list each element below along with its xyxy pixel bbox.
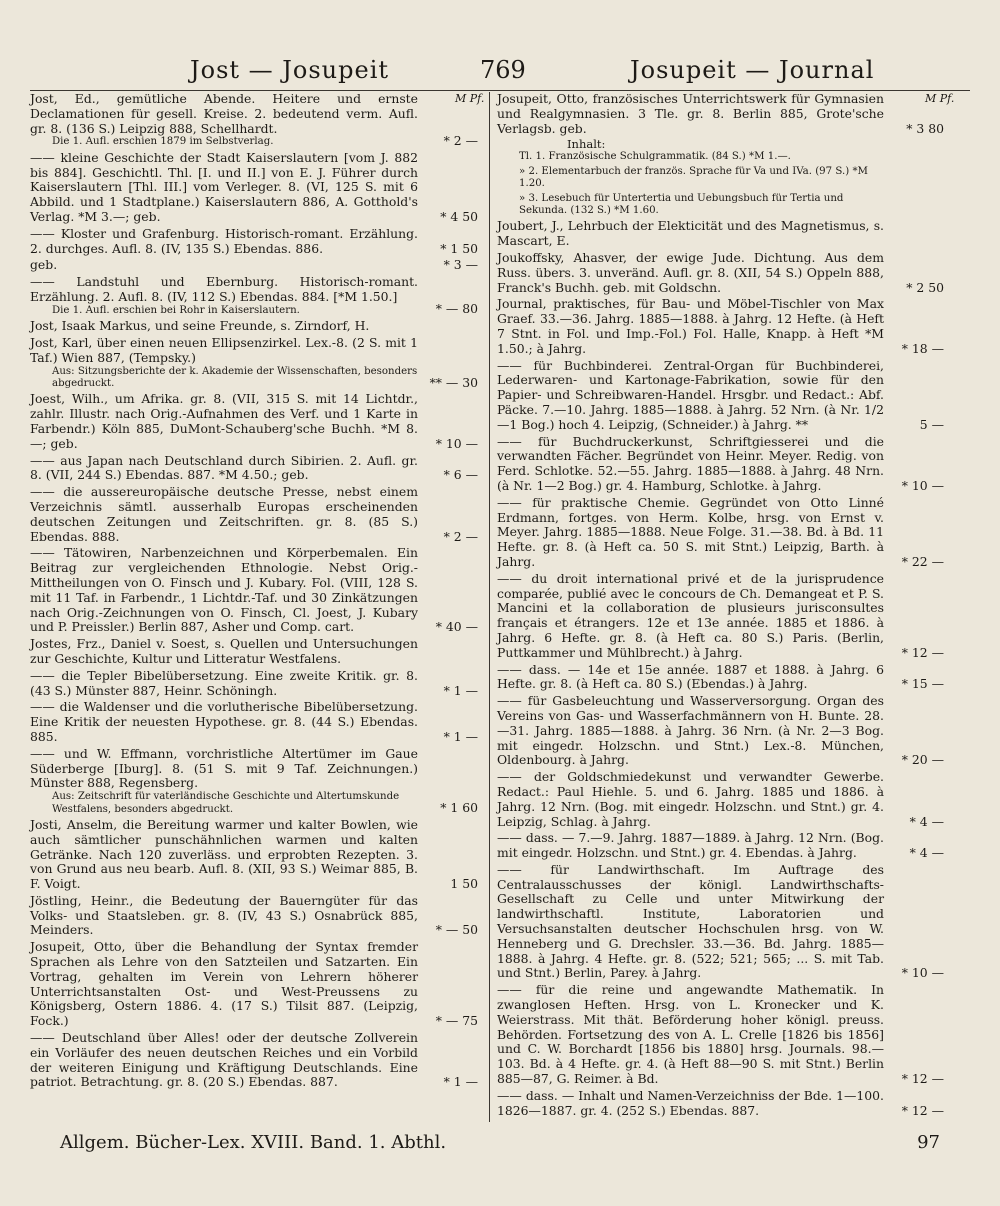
entry-text: Josupeit, Otto, französisches Unterrichtswerk für Gymnasien und Realgymnasien. 3 Tle. gr. 8. Berlin 885, Grote'sche Verlagsb. geb. — [497, 91, 884, 136]
entry-price: * 3 — — [443, 257, 478, 273]
entry-text: —— der Goldschmiedekunst und verwandter Gewerbe. Redact.: Paul Hiehle. 5. und 6. Jahrg. 1885 und 1886. à Jahrg. 12 Nrn. (Bog. mit eingedr. Holzschn. und Stnt.) gr. 4. Leipzig, Schlag. à Jahrg. — [497, 769, 884, 829]
footer-signature: Allgem. Bücher-Lex. XVIII. Band. 1. Abthl. — [60, 1132, 447, 1153]
catalog-entry — [30, 669, 478, 699]
entry-price: * 12 — — [901, 1102, 944, 1118]
catalog-entry — [30, 275, 478, 317]
entry-price: * 1 — — [443, 728, 478, 744]
entry-note: Die 1. Aufl. erschien bei Rohr in Kaiserslautern. — [52, 304, 300, 316]
entry-price: * 12 — — [901, 644, 944, 660]
entry-text: —— du droit international privé et de la jurisprudence comparée, publié avec le concours de Ch. Demangeat et P. S. Mancini et la collaboration de plusieurs jurisconsultes français et étrangers. 12e et 13e année. 1885 et 1886. à Jahrg. 6 Hefte. gr. 8. (à Heft ca. 80 S.) Paris. (Berlin, Puttkammer und Mühlbrecht.) à Jahrg. — [497, 570, 884, 660]
entry-price: * 1 60 — [440, 800, 478, 816]
catalog-entry — [30, 92, 478, 149]
entry-text: —— kleine Geschichte der Stadt Kaiserslautern [vom J. 882 bis 884]. Geschichtl. Thl. [I. und II.] von E. J. Führer durch Kaiserslautern [Thl. III.] vom Verleger. 8. (VI, 125 S. mit 6 Abbild. und 1 Stadtplane.) Kaiserslautern 886, A. Gotthold's Verlag. *M 3.—; geb. — [30, 149, 418, 224]
entry-price: * 10 — — [435, 435, 478, 451]
entry-text: Jost, Isaak Markus, und seine Freunde, s. Zirndorf, H. — [30, 318, 370, 334]
catalog-entry — [497, 663, 944, 693]
entry-price: * 2 — — [443, 133, 478, 148]
entry-price: * 22 — — [901, 553, 944, 569]
catalog-entry — [30, 151, 478, 225]
entry-text: —— Landstuhl und Ebernburg. Historisch-romant. Erzählung. 2. Aufl. 8. (IV, 112 S.) Ebendas. 884. [*M 1.50.] — [30, 274, 418, 304]
entry-text: —— für Buchdruckerkunst, Schriftgiesserei und die verwandten Fächer. Begründet von Heinr. Meyer. Redig. von Ferd. Schlotke. 52.—55. Jahrg. 1885—1888. à Jahrg. 48 Nrn. (à Nr. 1—2 Bog.) gr. 4. Hamburg, Schlotke. à Jahrg. — [497, 433, 884, 493]
entry-text: Josti, Anselm, die Bereitung warmer und kalter Bowlen, wie auch sämtlicher punschähnlichen warmen und kalten Getränke. Nach 120 zuverläss. und erprobten Rezepten. 3. von Grund aus neu bearb. Aufl. 8. (XII, 93 S.) Weimar 885, B. F. Voigt. — [30, 816, 418, 892]
entry-price: * 40 — — [435, 619, 478, 635]
contents-item: » 2. Elementarbuch der französ. Sprache für Va und IVa. (97 S.) *M 1.20. — [519, 165, 868, 190]
catalog-entry — [30, 546, 478, 635]
entry-price: * — 50 — [435, 922, 478, 938]
entry-text: Jöstling, Heinr., die Bedeutung der Bauerngüter für das Volks- und Staatsleben. gr. 8. (IV, 43 S.) Osnabrück 885, Meinders. — [30, 892, 418, 938]
catalog-entry — [497, 151, 944, 163]
contents-title: Inhalt: — [567, 137, 606, 152]
entry-price: * 10 — — [901, 965, 944, 981]
entry-price: * 1 50 — [440, 240, 478, 256]
entry-price: * 2 50 — [906, 279, 944, 295]
contents-item: Tl. 1. Französische Schulgrammatik. (84 S.) *M 1.—. — [519, 151, 791, 163]
entry-text: Joest, Wilh., um Afrika. gr. 8. (VII, 315 S. mit 14 Lichtdr., zahlr. Illustr. nach Orig.-Aufnahmen des Verf. und 1 Karte in Farbendr.) Köln 885, DuMont-Schauberg'sche Buchh. *M 8.—; geb. — [30, 391, 418, 451]
entry-price: 1 50 — [450, 876, 478, 892]
entry-price: * 3 80 — [906, 120, 944, 136]
entry-price: * 4 — — [909, 813, 944, 829]
catalog-entry — [30, 700, 478, 744]
entry-note: Aus: Zeitschrift für vaterländische Geschichte und Altertumskunde Westfalens, besonders abgedruckt. — [52, 791, 400, 815]
catalog-entry — [30, 637, 478, 667]
entry-text: geb. — [30, 257, 58, 273]
catalog-entry — [30, 392, 478, 451]
entry-price: 5 — — [919, 416, 944, 432]
catalog-entry — [30, 485, 478, 544]
entry-note: Die 1. Aufl. erschien 1879 im Selbstverlag. — [52, 136, 274, 148]
catalog-entry — [30, 1031, 478, 1090]
column-divider — [489, 92, 490, 1122]
entry-text: —— die Tepler Bibelübersetzung. Eine zweite Kritik. gr. 8. (43 S.) Münster 887, Heinr. Schöningh. — [30, 667, 418, 698]
entry-text: —— und W. Effmann, vorchristliche Altertümer im Gaue Süderberge [Iburg]. 8. (51 S. mit 9 Taf. Zeichnungen.) Münster 888, Regensberg. — [30, 745, 418, 791]
catalog-entry — [497, 831, 944, 861]
entry-price: * 6 — — [443, 467, 478, 483]
catalog-entry — [497, 251, 944, 295]
entry-price: * 1 — — [443, 682, 478, 698]
catalog-entry — [497, 496, 944, 570]
catalog-entry — [497, 694, 944, 768]
catalog-entry — [497, 359, 944, 433]
catalog-entry — [497, 193, 944, 218]
entry-text: —— Kloster und Grafenburg. Historisch-romant. Erzählung. 2. durchges. Aufl. 8. (IV, 135 S.) Ebendas. 886. — [30, 225, 418, 256]
entry-text: —— Deutschland über Alles! oder der deutsche Zollverein ein Vorläufer des neuen deutschen Reiches und ein Vorbild der weiteren Einigung und Kräftigung Deutschlands. Eine patriot. Betrachtung. gr. 8. (20 S.) Ebendas. 887. — [30, 1030, 418, 1090]
page-footer — [30, 1128, 970, 1156]
catalog-entry — [497, 435, 944, 494]
entry-price: * 4 — — [909, 845, 944, 861]
entry-text: —— aus Japan nach Deutschland durch Sibirien. 2. Aufl. gr. 8. (VII, 244 S.) Ebendas. 887. *M 4.50.; geb. — [30, 452, 418, 483]
entry-text: Josupeit, Otto, über die Behandlung der Syntax fremder Sprachen als Lehre von den Satzteilen und Satzarten. Ein Vortrag, gehalten im Verein von Lehrern höherer Unterrichtsanstalten Ost- und West-Preussens zu Königsberg, Ostern 1886. 4. (17 S.) Tilsit 887. (Leipzig, Fock.) — [30, 939, 418, 1029]
catalog-entry — [497, 983, 944, 1087]
catalog-entry — [30, 454, 478, 484]
catalog-entry — [497, 1089, 944, 1119]
catalog-entry — [497, 297, 944, 356]
entry-text: —— Tätowiren, Narbenzeichnen und Körperbemalen. Ein Beitrag zur vergleichenden Ethnologie. Nebst Orig.-Mittheilungen von O. Finsch und J. Kubary. Fol. (VIII, 128 S. mit 11 Taf. in Farbendr., 1 Lichtdr.-Taf. und 30 Zinkätzungen nach Orig.-Zeichnungen von O. Finsch, Cl. Joest, J. Kubary und P. Preissler.) Berlin 887, Asher und Comp. cart. — [30, 545, 418, 635]
page-header — [30, 50, 970, 91]
entry-text: —— dass. — Inhalt und Namen-Verzeichniss der Bde. 1—100. 1826—1887. gr. 4. (252 S.) Ebendas. 887. — [497, 1087, 884, 1118]
catalog-entry — [30, 258, 478, 273]
catalog-entry — [497, 572, 944, 661]
entry-text: Jost, Ed., gemütliche Abende. Heitere und ernste Declamationen für gesell. Kreise. 2. bedeutend verm. Aufl. gr. 8. (136 S.) Leipzig 888, Schellhardt. — [30, 91, 418, 136]
entry-price: * 20 — — [901, 752, 944, 768]
header-right-title: Josupeit — Journal — [630, 56, 875, 84]
entry-price: * — 75 — [435, 1013, 478, 1029]
page-number: 769 — [480, 56, 526, 84]
contents-item: » 3. Lesebuch für Untertertia und Uebungsbuch für Tertia und Sekunda. (132 S.) *M 1.60. — [519, 192, 844, 217]
currency-header-left: M Pf. — [455, 92, 485, 105]
left-column — [30, 92, 478, 1092]
entry-text: —— für Buchbinderei. Zentral-Organ für Buchbinderei, Lederwaren- und Kartonage-Fabrikation, sowie für den Papier- und Schreibwaren-Handel. Hrsgbr. und Redact.: Abf. Päcke. 7.—10. Jahrg. 1885—1888. à Jahrg. 52 Nrn. (à Nr. 1/2—1 Bog.) hoch 4. Leipzig, (Schneider.) à Jahrg. ** — [497, 357, 884, 432]
entry-price: * 10 — — [901, 477, 944, 493]
entry-text: Jostes, Frz., Daniel v. Soest, s. Quellen und Untersuchungen zur Geschichte, Kultur und Litteratur Westfalens. — [30, 636, 418, 666]
catalog-entry — [497, 166, 944, 191]
entry-text: —— dass. — 14e et 15e année. 1887 et 1888. à Jahrg. 6 Hefte. gr. 8. (à Heft ca. 80 S.) (Ebendas.) à Jahrg. — [497, 661, 884, 692]
entry-price: * 1 — — [443, 1074, 478, 1090]
catalog-entry — [30, 227, 478, 257]
entry-text: —— die aussereuropäische deutsche Presse, nebst einem Verzeichnis sämtl. ausserhalb Europas erscheinenden deutschen Zeitungen und Zeitschriften. gr. 8. (85 S.) Ebendas. 888. — [30, 484, 418, 544]
entry-price: * 12 — — [901, 1071, 944, 1087]
header-left-title: Jost — Josupeit — [190, 56, 390, 84]
entry-text: Joubert, J., Lehrbuch der Elekticität und des Magnetismus, s. Mascart, E. — [497, 218, 884, 249]
entry-text: —— die Waldenser und die vorlutherische Bibelübersetzung. Eine Kritik der neuesten Hypothese. gr. 8. (44 S.) Ebendas. 885. — [30, 699, 418, 744]
catalog-entry — [30, 336, 478, 390]
entry-price: ** — 30 — [429, 374, 478, 390]
right-column — [497, 92, 944, 1120]
entry-price: * 18 — — [901, 340, 944, 356]
entry-price: * 4 50 — [440, 208, 478, 224]
entry-note: Aus: Sitzungsberichte der k. Akademie der Wissenschaften, besonders abgedruckt. — [52, 365, 418, 389]
entry-text: —— für die reine und angewandte Mathematik. In zwanglosen Heften. Hrsg. von L. Kronecker und K. Weierstrass. Mit thät. Beförderung hoher königl. preuss. Behörden. Fortsetzung des von A. L. Crelle [1826 bis 1856] und C. W. Borchardt [1856 bis 1880] hrsg. Journals. 98.—103. Bd. à 4 Hefte. gr. 4. (à Heft 88—90 S. mit Stnt.) Berlin 885—87, G. Reimer. à Bd. — [497, 982, 884, 1087]
entry-text: Journal, praktisches, für Bau- und Möbel-Tischler von Max Graef. 33.—36. Jahrg. 1885—1888. à Jahrg. 12 Hefte. (à Heft 7 Stnt. in Fol. und Imp.-Fol.) Fol. Halle, Knapp. à Heft *M 1.50.; à Jahrg. — [497, 296, 884, 356]
entry-price: * 15 — — [901, 676, 944, 692]
entry-text: Jost, Karl, über einen neuen Ellipsenzirkel. Lex.-8. (2 S. mit 1 Taf.) Wien 887, (Tempsky.) — [30, 334, 418, 365]
catalog-entry — [497, 770, 944, 829]
catalog-entry — [497, 219, 944, 249]
currency-header-right: M Pf. — [925, 92, 955, 105]
entry-text: —— dass. — 7.—9. Jahrg. 1887—1889. à Jahrg. 12 Nrn. (Bog. mit eingedr. Holzschn. und Stnt.) gr. 4. Ebendas. à Jahrg. — [497, 830, 884, 861]
entry-text: Joukoffsky, Ahasver, der ewige Jude. Dichtung. Aus dem Russ. übers. 3. unveränd. Aufl. gr. 8. (XII, 54 S.) Oppeln 888, Franck's Buchh. geb. mit Goldschn. — [497, 250, 884, 295]
catalog-entry — [30, 894, 478, 938]
catalog-entry — [497, 863, 944, 981]
entry-price: * — 80 — [435, 301, 478, 317]
footer-sheet-number: 97 — [917, 1132, 940, 1153]
catalog-entry — [30, 319, 478, 334]
entry-text: —— für Gasbeleuchtung und Wasserversorgung. Organ des Vereins von Gas- und Wasserfachmännern von H. Bunte. 28.—31. Jahrg. 1885—1888. à Jahrg. 36 Nrn. (à Nr. 2—3 Bog. mit eingedr. Holzschn. und Stnt.) Lex.-8. München, Oldenbourg. à Jahrg. — [497, 693, 884, 768]
entry-price: * 2 — — [443, 528, 478, 544]
catalog-entry — [30, 940, 478, 1029]
entry-text: —— für Landwirthschaft. Im Auftrage des Centralausschusses der königl. Landwirthschafts-Gesellschaft zu Celle und unter Mitwirkung der landwirthschaftl. Institute, Laboratorien und Versuchsanstalten deutscher Hochschulen hrsg. von W. Henneberg und G. Drechsler. 33.—36. Bd. Jahrg. 1885—1888. à Jahrg. 4 Hefte. gr. 8. (522; 521; 565; ... S. mit Tab. und Stnt.) Berlin, Parey. à Jahrg. — [497, 861, 884, 981]
catalog-entry — [30, 747, 478, 816]
catalog-entry — [30, 818, 478, 892]
entry-text: —— für praktische Chemie. Gegründet von Otto Linné Erdmann, fortges. von Herm. Kolbe, hrsg. von Ernst v. Meyer. Jahrg. 1885—1888. Neue Folge. 31.—38. Bd. à Bd. 11 Hefte. gr. 8. (à Heft ca. 50 S. mit Stnt.) Leipzig, Barth. à Jahrg. — [497, 494, 884, 569]
catalog-entry — [497, 92, 944, 136]
